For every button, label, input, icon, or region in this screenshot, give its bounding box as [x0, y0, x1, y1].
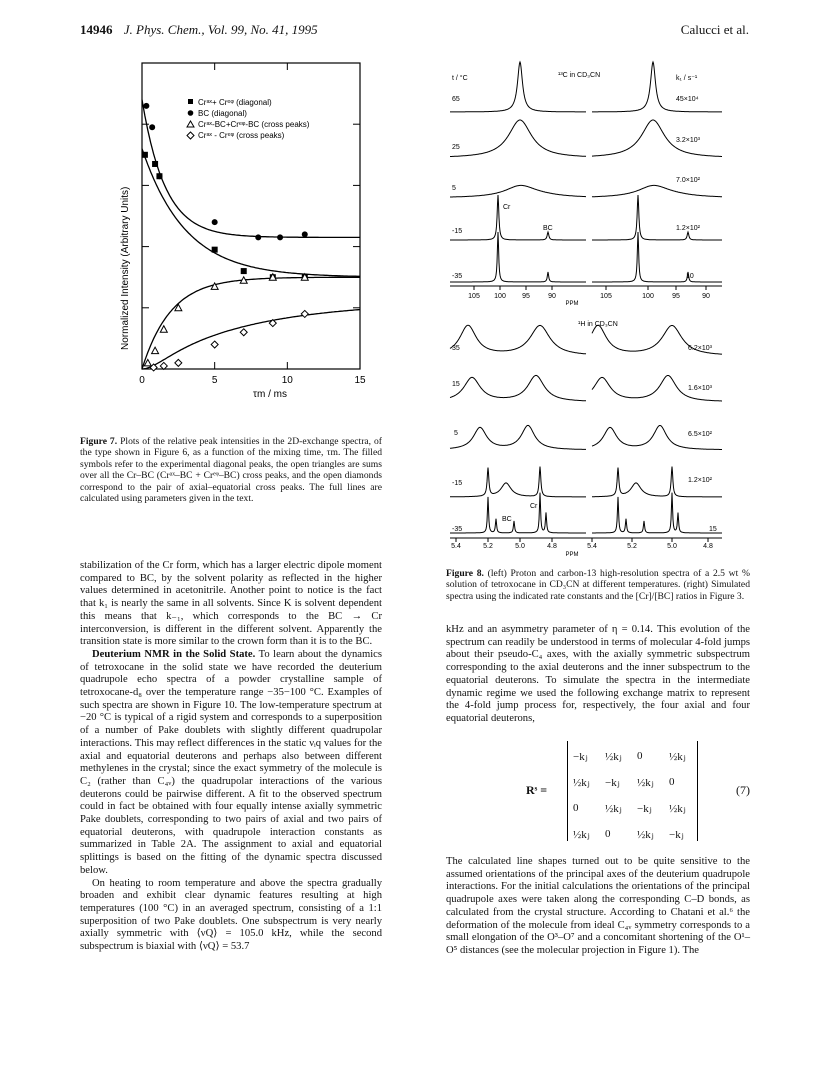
point-filled-square: [152, 161, 158, 167]
top-panel-title: ¹³C in CD₃CN: [558, 72, 601, 79]
matrix-cell: ½kⱼ: [573, 776, 590, 789]
experimental-13c-trace: [450, 120, 586, 157]
peak-label-cr: Cr: [530, 503, 538, 510]
top-rate-label: 3.2×10³: [676, 137, 700, 144]
figure-8: [428, 50, 750, 562]
peak-label-cr: Cr: [503, 204, 511, 211]
top-tick: 90: [702, 293, 710, 300]
bottom-tick: 4.8: [547, 543, 557, 550]
bottom-axis-ticks: [456, 538, 708, 542]
legend-marker-filled-circle: [188, 110, 194, 116]
top-tick: 105: [468, 293, 480, 300]
exchange-matrix: [572, 743, 700, 847]
top-tick: 95: [522, 293, 530, 300]
top-temp-label: 25: [452, 144, 460, 151]
legend: [187, 98, 310, 140]
point-filled-circle: [212, 219, 218, 225]
simulated-1h-trace: [592, 493, 722, 533]
top-tick: 90: [548, 293, 556, 300]
legend-marker-filled-square: [188, 99, 193, 104]
right-column-text: [446, 624, 750, 726]
matrix-cell: 0: [669, 776, 675, 788]
page-header: [80, 22, 749, 42]
point-filled-square: [212, 247, 218, 253]
x-tick-2: 10: [281, 375, 293, 386]
top-tick: 105: [600, 293, 612, 300]
matrix-cell: ½kⱼ: [605, 750, 622, 763]
point-open-triangle: [152, 347, 159, 354]
x-tick-1: 5: [211, 375, 218, 386]
point-filled-square: [142, 152, 148, 158]
matrix-cell: ½kⱼ: [573, 828, 590, 841]
paragraph: kHz and an asymmetry parameter of η = 0.14. This evolution of the spectrum can readily be understood in terms of molecular 4-fold jumps about their pseudo-C₄ axes, with the axially symmetric subspectrum corresponding to the axial deuterons and the inner subspectrum to the equatorial deuterons. To simulate the spectra in the intermediate dynamic regime we used the following exchange matrix to represent the 4-fold jump process for, respectively, the four axial and four equatorial deuterons,: [446, 624, 750, 724]
equation-7: [446, 733, 750, 851]
bottom-tick: 4.8: [703, 543, 713, 550]
paragraph: The calculated line shapes turned out to be quite sensitive to the assumed orientations of the principal axes of the deuterium quadrupole interactions. For the initial calculations the orientations of the principal quadrupole axes were taken along the corresponding C–D bonds, as calculated from the crystal structure. According to Chatani et al.⁶ the deformation of the molecule from ideal C₄ᵥ symmetry corresponds to a small elongation of the O³–O⁷ and a concomitant shortening of the O¹–O⁵ distances (see the molecular projection in Figure 1). The: [446, 856, 750, 956]
figure-8-caption-text: (left) Proton and carbon-13 high-resolution spectra of a 2.5 wt % solution of tetroxocane in CD₃CN at different temperatures. (right) Simulated spectra using the indicated rate constants and the [Cr]/[BC] ratios in Figure 3.: [446, 568, 750, 602]
bottom-temp-label: -15: [452, 480, 463, 487]
point-open-diamond: [211, 341, 218, 348]
peak-label-bc: BC: [502, 516, 512, 523]
matrix-cell: −kⱼ: [605, 776, 620, 789]
figure-8-caption-label: Figure 8.: [446, 568, 484, 579]
point-filled-circle: [149, 124, 155, 130]
matrix-cell: 0: [605, 828, 611, 840]
proton-spectra-traces: [450, 325, 722, 533]
matrix-cell: ½kⱼ: [637, 828, 654, 841]
paragraph: stabilization of the Cr form, which has a larger electric dipole moment compared to BC, by the solvent polarity as reflected in the higher values determined in acetonitrile. Another point to notice is the fact that k₁ is nearly the same in all solvents. Since K is solvent dependent this means that k₋₁, which corresponds to the BC → Cr interconversion, is different in the different solvent. Apparently the transition state is more similar to the crown form than it is to the BC.: [80, 560, 382, 648]
top-tick: 100: [494, 293, 506, 300]
top-rate-label: 7.0×10²: [676, 177, 700, 184]
matrix-cell: 0: [573, 802, 579, 814]
matrix-cell: −kⱼ: [573, 750, 588, 763]
figure-7-caption: [80, 436, 382, 504]
figure-7-caption-text: Plots of the relative peak intensities in the 2D-exchange spectra, of the type shown in Figure 6, as a function of the mixing time, τm. The filled symbols refer to the experimental diagonal peaks, the open triangles are sums over all the Cr–BC (Crᵃˣ–BC + Crᵉᵠ–BC) cross peaks, and the open diamonds correspond to the pair of axial–equatorial cross peaks. The full lines are calculated using parameters given in the text.: [80, 436, 382, 505]
point-filled-circle: [302, 231, 308, 237]
legend-marker-open-diamond: [187, 132, 194, 139]
experimental-13c-trace: [450, 195, 586, 240]
legend-entry-1: BC (diagonal): [198, 109, 247, 118]
experimental-1h-trace: [450, 493, 586, 533]
fit-curves: [142, 100, 360, 369]
top-axis-unit: PPM: [565, 301, 579, 307]
carbon-spectra-traces: [450, 62, 722, 282]
bottom-temp-label: -35: [452, 526, 463, 533]
x-tick-3: 15: [354, 375, 366, 386]
bottom-temp-label: 5: [454, 430, 458, 437]
legend-marker-open-triangle: [187, 121, 194, 127]
point-open-diamond: [160, 362, 167, 369]
fit-curve-cross-ax-eq: [142, 310, 360, 369]
point-filled-circle: [277, 234, 283, 240]
bottom-tick: 5.4: [451, 543, 461, 550]
top-rate-label: 1.2×10²: [676, 225, 700, 232]
experimental-13c-trace: [450, 185, 586, 197]
point-filled-circle: [143, 103, 149, 109]
bottom-temp-label: 15: [452, 381, 460, 388]
top-temp-label: 65: [452, 96, 460, 103]
legend-entry-3: Crᵃˣ - Crᵉᵠ (cross peaks): [198, 131, 285, 140]
bottom-rate-label: 1.6×10³: [688, 385, 712, 392]
figure-7: [80, 50, 380, 430]
top-rate-label: 10: [686, 273, 694, 280]
top-tick: 100: [642, 293, 654, 300]
equation-lhs: Rˢ =: [526, 783, 548, 797]
point-filled-circle: [156, 173, 162, 179]
section-heading: Deuterium NMR in the Solid State.: [92, 648, 256, 660]
paragraph-body: To learn about the dynamics of tetroxocane in the solid state we have recorded the deuterium quadrupole echo spectra of a powder crystalline sample of tetroxocane-d₈ over the temperature range −35−100 °C. Examples of such spectra are shown in Figure 10. The low-temperature spectrum at −20 °C is typical of a rigid system and corresponds to a superposition of a number of Pake doublets with slightly different quadrupolar interactions. This may reflect differences in the static νᵢq values for the axial and equatorial deuterons and perhaps also between different methylenes in the crystal; since the exact symmetry of the molecule is C₂ (rather than C₄ᵥ) the quadrupolar interactions of the various deuterons could be pairwise different. A fit to the observed spectrum could in fact be obtained with four equally intense axially symmetric Pake doublets, corresponding to two pairs of axial and two pairs of equatorial deuterons, with quadrupole interaction constants as summarized in Table 2A. The assignment to axial and equatorial splittings is based on the fitting of the dynamic spectra discussed below.: [80, 648, 382, 876]
paragraph: [80, 649, 382, 878]
simulated-13c-trace: [592, 195, 722, 240]
bottom-rate-label: 1.2×10²: [688, 477, 712, 484]
matrix-cell: −kⱼ: [669, 828, 684, 841]
bottom-tick: 5.2: [627, 543, 637, 550]
peak-label-bc: BC: [543, 225, 553, 232]
matrix-cell: ½kⱼ: [669, 750, 686, 763]
figure-7-plot: [80, 50, 380, 430]
legend-entry-2: Crᵃˣ-BC+Crᵉᵠ-BC (cross peaks): [198, 120, 310, 129]
bottom-panel-title: ¹H in CD₃CN: [578, 321, 618, 328]
figure-8-caption: [446, 568, 750, 602]
top-temp-label: -35: [452, 273, 463, 280]
figure-7-caption-label: Figure 7.: [80, 436, 118, 447]
matrix-cell: ½kⱼ: [669, 802, 686, 815]
top-temp-label: -15: [452, 228, 463, 235]
top-rate-label: 45×10⁴: [676, 96, 699, 103]
point-open-diamond: [240, 329, 247, 336]
experimental-1h-trace: [450, 325, 586, 354]
journal-citation: [80, 22, 318, 38]
point-open-triangle: [160, 326, 167, 333]
simulated-13c-trace: [592, 120, 722, 157]
matrix-cell: ½kⱼ: [637, 776, 654, 789]
bottom-tick: 5.0: [515, 543, 525, 550]
page-number: 14946: [80, 22, 113, 37]
x-axis-label: τm / ms: [253, 389, 287, 400]
left-column-text: [80, 560, 382, 954]
bottom-axis-unit: PPM: [565, 552, 579, 558]
top-rate-header: k₁ / s⁻¹: [676, 75, 698, 82]
experimental-1h-trace: [450, 467, 586, 497]
top-axis-ticks: [474, 286, 706, 290]
top-temp-header: t / °C: [452, 75, 468, 82]
right-column-text-cont: [446, 856, 750, 958]
bottom-tick: 5.2: [483, 543, 493, 550]
bottom-rate-label: 6.5×10²: [688, 431, 712, 438]
y-axis-label: Normalized Intensity (Arbitrary Units): [120, 186, 131, 350]
simulated-13c-trace: [592, 62, 722, 112]
matrix-cell: 0: [637, 750, 643, 762]
bottom-rate-label: 6.2×10³: [688, 345, 712, 352]
matrix-cell: −kⱼ: [637, 802, 652, 815]
matrix-left-bar: [567, 741, 571, 841]
paragraph: On heating to room temperature and above the spectra gradually broaden and exhibit clear dynamic features resulting at high temperatures (100 °C) in an averaged spectrum, consisting of a 1:1 superposition of two Pake doublets. One subspectrum is very nearly axially symmetric with ⟨νQ⟩ = 105.0 kHz, while the second subspectrum is biaxial with ⟨νQ⟩ = 53.7: [80, 877, 382, 953]
point-open-diamond: [301, 310, 308, 317]
experimental-1h-trace: [450, 425, 586, 449]
matrix-cell: ½kⱼ: [605, 802, 622, 815]
bottom-tick: 5.0: [667, 543, 677, 550]
point-filled-circle: [255, 234, 261, 240]
experimental-13c-trace: [450, 62, 586, 112]
point-open-diamond: [175, 359, 182, 366]
bottom-tick: 5.4: [587, 543, 597, 550]
equation-number: (7): [736, 783, 750, 797]
simulated-13c-trace: [592, 185, 722, 196]
legend-entry-0: Crᵃˣ+ Crᵉᵠ (diagonal): [198, 98, 272, 107]
top-temp-label: 5: [452, 185, 456, 192]
experimental-1h-trace: [450, 375, 586, 400]
fit-curve-cr-diagonal: [142, 149, 360, 277]
bottom-temp-label: 35: [452, 345, 460, 352]
point-filled-square: [241, 268, 247, 274]
top-tick: 95: [672, 293, 680, 300]
bottom-rate-label: 15: [709, 526, 717, 533]
fit-curve-cross-cr-bc: [142, 277, 360, 369]
journal-name: J. Phys. Chem., Vol. 99, No. 41, 1995: [123, 22, 318, 37]
running-authors: Calucci et al.: [680, 22, 749, 37]
x-tick-0: 0: [139, 375, 145, 386]
figure-8-spectra: [428, 50, 750, 562]
